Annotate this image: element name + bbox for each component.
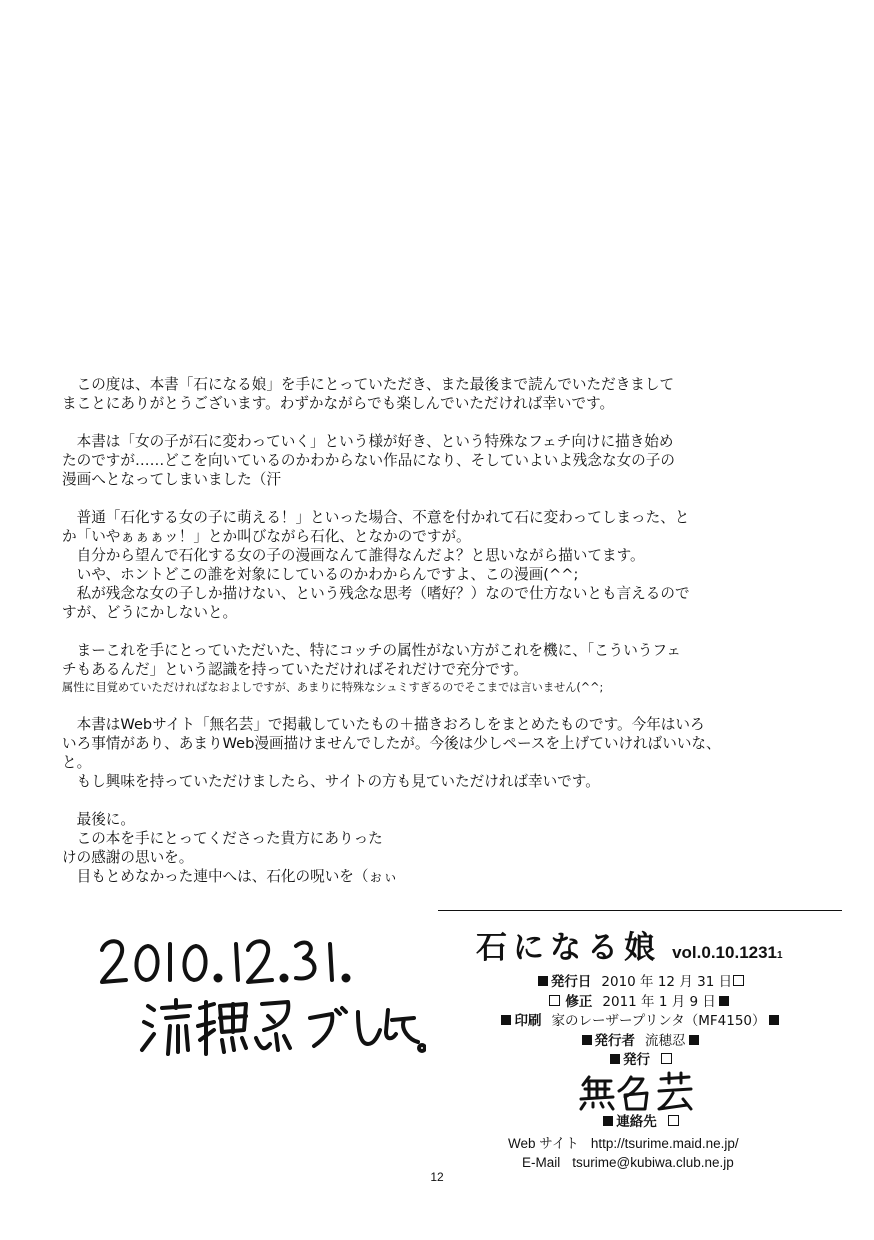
text-line: すが、どうにかしないと。 [62,604,238,621]
published-value: 2010 年 12 月 31 日 [601,974,733,990]
web-label: Web サイト [508,1136,579,1151]
text-line: もし興味を持っていただけましたら、サイトの方も見ていただければ幸いです。 [62,773,600,790]
text-line: まーこれを手にとっていただいた、特にコッチの属性がない方がこれを機に、「こういうフェ [62,642,681,659]
text-line: たのですが……どこを向いているのかわからない作品になり、そしていよいよ残念な女の子の [62,452,675,469]
empty-square-icon [668,1115,679,1126]
book-title-main: 石になる娘 [476,930,661,966]
text-line: 目もとめなかった連中へは、石化の呪いを（ぉぃ [62,868,398,885]
revised-value: 2011 年 1 月 9 日 [602,993,716,1010]
text-line: チもあるんだ」という認識を持っていただければそれだけで充分です。 [62,661,528,678]
afterword-paragraph-5 [62,715,742,791]
book-version [672,943,782,962]
text-line: この本を手にとってくださった貴方にありった [62,830,383,847]
contact-info [440,1134,840,1172]
publisher-label: 発行 [623,1052,650,1068]
filled-square-icon [538,976,548,986]
contact-web [440,1134,840,1153]
filled-square-icon [689,1035,699,1045]
publisher-logo-row [440,1071,840,1113]
text-line: 自分から望んで石化する女の子の漫画なんて誰得なんだよ？と思いながら描いてます。 [62,547,645,564]
printing-label: 印刷 [514,1013,542,1029]
colophon-printing [440,1012,840,1032]
text-line: 本書は「女の子が石に変わっていく」という様が好き、という特殊なフェチ向けに描き始め [62,433,674,450]
version-number: vol.0.10.1231 [672,943,778,962]
afterword-paragraph-6 [62,810,742,886]
afterword-paragraph-1 [62,375,742,413]
filled-square-icon [582,1035,592,1045]
text-line: いろ事情があり、あまりWeb漫画描けませんでしたが。今後は少しペースを上げていければいいな、 [62,735,721,752]
revised-label: 修正 [565,993,593,1010]
colophon [440,973,840,1132]
colophon-publisher [440,1051,840,1071]
empty-square-icon [661,1053,672,1064]
text-line: 漫画へとなってしまいました（汗 [62,471,281,488]
page-number: 12 [430,1170,444,1184]
colophon-divider [438,910,842,911]
colophon-contact [440,1113,840,1133]
colophon-published [440,973,840,993]
publisher-person-label: 発行者 [594,1032,635,1049]
handwritten-signature [96,930,426,1070]
text-line: 最後に。 [62,811,135,828]
filled-square-icon [501,1015,511,1025]
mail-address[interactable]: tsurime@kubiwa.club.ne.jp [572,1155,734,1170]
version-sub: 1 [777,950,783,961]
afterword-paragraph-2 [62,432,742,489]
text-line: 普通「石化する女の子に萌える！」といった場合、不意を付かれて石に変わってしまった、と [62,509,690,526]
text-line: この度は、本書「石になる娘」を手にとっていただき、また最後まで読んでいただきまして [62,376,675,393]
filled-square-icon [769,1015,779,1025]
empty-square-icon [549,995,560,1006]
afterword-text [62,375,742,905]
mail-label: E-Mail [522,1155,561,1170]
colophon-publisher-person [440,1032,840,1052]
filled-square-icon [610,1054,620,1064]
book-title [476,922,783,967]
text-line: まことにありがとうございます。わずかながらでも楽しんでいただければ幸いです。 [62,395,615,412]
publisher-person-value: 流穂忍 [645,1032,686,1049]
text-line: 本書はWebサイト「無名芸」で掲載していたもの＋描きおろしをまとめたものです。今年はいろ [62,716,705,733]
small-note-line: 属性に目覚めていただければなおよしですが、あまりに特殊なシュミすぎるのでそこまでは言いません(^^; [62,681,604,694]
empty-square-icon [733,975,744,986]
afterword-paragraph-3 [62,508,742,622]
printing-value: 家のレーザープリンタ（MF4150） [551,1013,766,1029]
filled-square-icon [719,996,729,1006]
filled-square-icon [603,1116,613,1126]
text-line: か「いやぁぁぁッ！」とか叫びながら石化、となかのですが。 [62,528,471,545]
web-url[interactable]: http://tsurime.maid.ne.jp/ [590,1136,739,1151]
text-line: 私が残念な女の子しか描けない、という残念な思考（嗜好？）なので仕方ないとも言えるので [62,585,690,602]
afterword-paragraph-4 [62,641,742,696]
text-line: いや、ホントどこの誰を対象にしているのかわからんですよ、この漫画(^^; [62,566,579,583]
contact-label: 連絡先 [616,1113,657,1130]
text-line: けの感謝の思いを。 [62,849,194,866]
published-label: 発行日 [550,974,592,990]
publisher-logo [575,1071,705,1113]
colophon-revised [440,993,840,1013]
text-line: と。 [62,754,92,771]
